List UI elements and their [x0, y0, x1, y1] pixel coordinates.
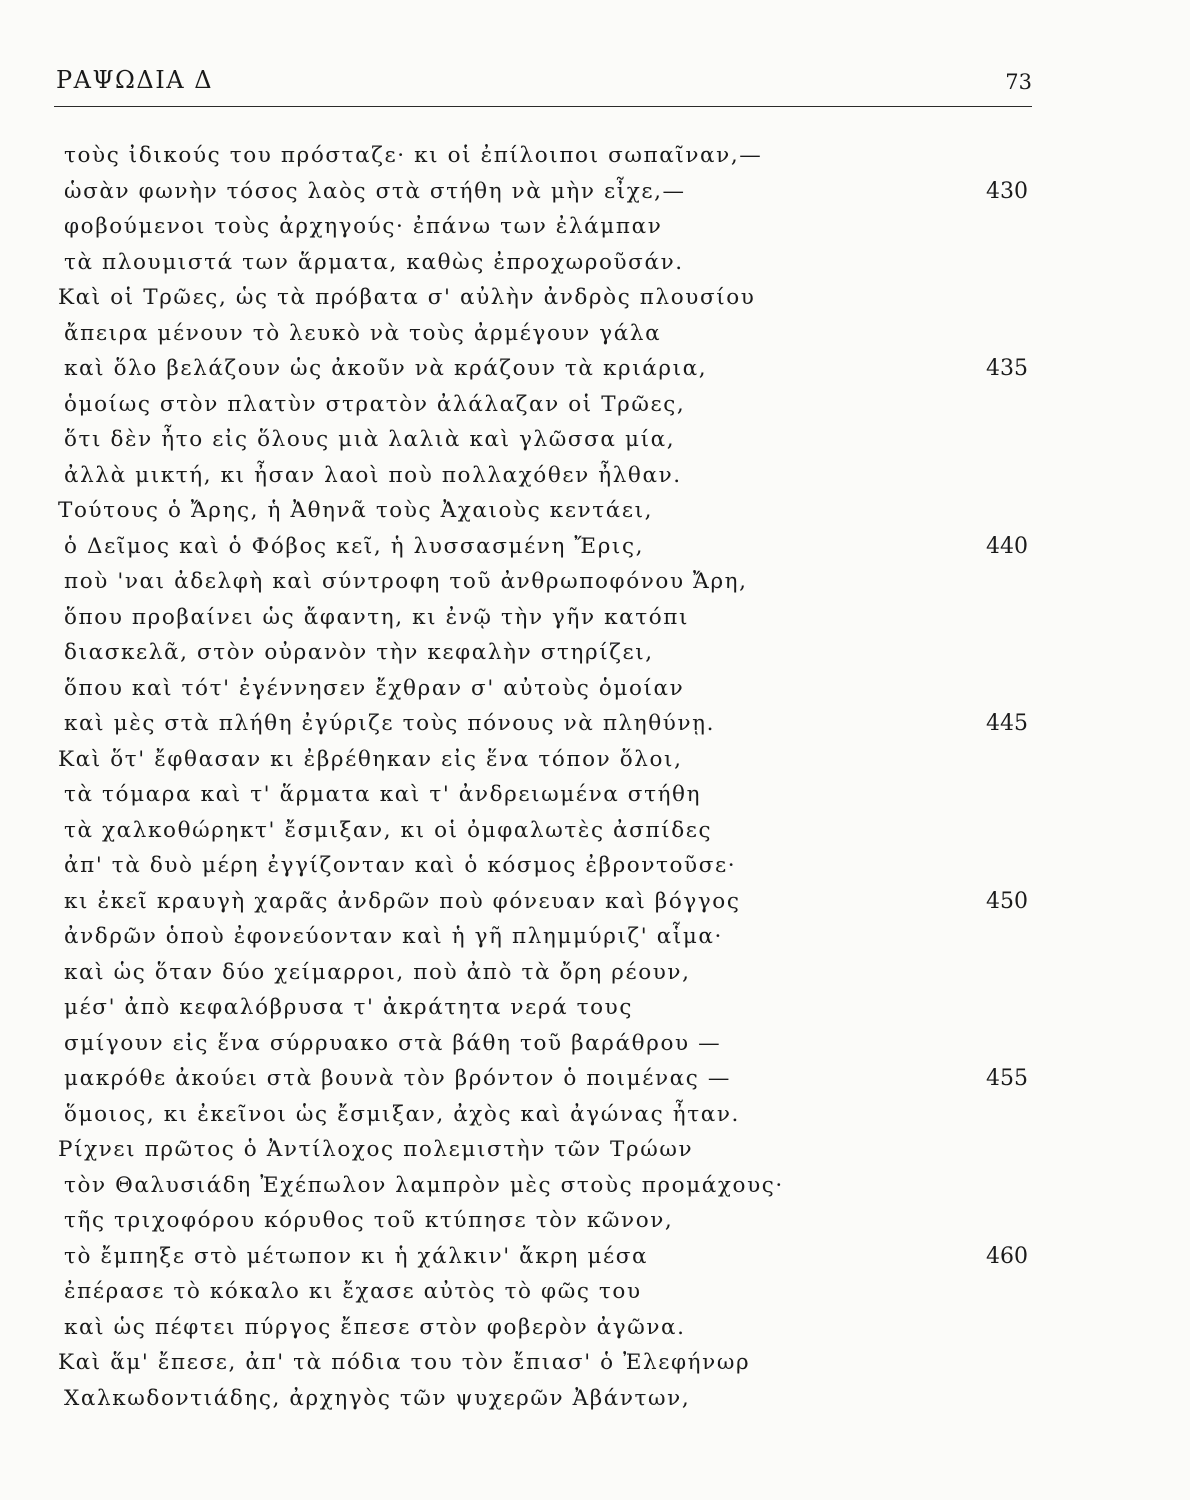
line-number: 450: [986, 888, 1028, 914]
verse-text: Καὶ οἱ Τρῶες, ὡς τὰ πρόβατα σ' αὐλὴν ἀνδρὸς πλουσίου: [58, 285, 756, 310]
verse-text: καὶ ὡς πέφτει πύργος ἔπεσε στὸν φοβερὸν ἀγῶνα.: [64, 1314, 686, 1340]
verse-line: [0, 1310, 1190, 1346]
verse-text: ἄπειρα μένουν τὸ λευκὸ νὰ τοὺς ἀρμέγουν γάλα: [64, 320, 662, 346]
verse-text: τὸν Θαλυσιάδη Ἐχέπωλον λαμπρὸν μὲς στοὺς προμάχους·: [64, 1172, 784, 1198]
running-head: ΡΑΨΩΔΙΑ Δ: [56, 66, 214, 94]
verse-line: [0, 848, 1190, 884]
verse-block: [0, 138, 1190, 1416]
verse-line: [0, 387, 1190, 423]
verse-line: [0, 316, 1190, 352]
verse-text: μακρόθε ἀκούει στὰ βουνὰ τὸν βρόντον ὁ ποιμένας —: [64, 1066, 731, 1091]
verse-text: φοβούμενοι τοὺς ἀρχηγούς· ἐπάνω των ἐλάμπαν: [64, 214, 663, 239]
line-number: 440: [986, 533, 1028, 559]
verse-line: [0, 245, 1190, 281]
verse-text: Καὶ ὅτ' ἔφθασαν κι ἐβρέθηκαν εἰς ἕνα τόπον ὅλοι,: [58, 746, 683, 772]
verse-text: καὶ μὲς στὰ πλήθη ἐγύριζε τοὺς πόνους νὰ πληθύνῃ.: [64, 711, 716, 736]
verse-text: ἐπέρασε τὸ κόκαλο κι ἔχασε αὐτὸς τὸ φῶς του: [64, 1279, 642, 1304]
header-rule: [54, 106, 1032, 107]
verse-line: [0, 1168, 1190, 1204]
line-number: 435: [986, 356, 1028, 381]
verse-line: [0, 351, 1190, 387]
verse-line: [0, 1026, 1190, 1062]
verse-line: [0, 1061, 1190, 1097]
verse-text: ἀλλὰ μικτή, κι ἦσαν λαοὶ ποὺ πολλαχόθεν ἦλθαν.: [64, 462, 682, 488]
verse-line: [0, 635, 1190, 671]
verse-text: Ρίχνει πρῶτος ὁ Ἀντίλοχος πολεμιστὴν τῶν Τρώων: [58, 1137, 694, 1162]
verse-text: ἀνδρῶν ὁποὺ ἐφονεύονταν καὶ ἡ γῆ πλημμύριζ' αἷμα·: [64, 924, 723, 949]
verse-line: [0, 493, 1190, 529]
verse-line: [0, 742, 1190, 778]
verse-text: τὰ χαλκοθώρηκτ' ἔσμιξαν, κι οἱ ὀμφαλωτὲς ἀσπίδες: [64, 817, 713, 843]
verse-line: [0, 1345, 1190, 1381]
verse-text: τὸ ἔμπηξε στὸ μέτωπον κι ἡ χάλκιν' ἄκρη μέσα: [64, 1243, 649, 1269]
verse-text: καὶ ὅλο βελάζουν ὡς ἀκοῦν νὰ κράζουν τὰ κριάρια,: [64, 356, 708, 381]
verse-line: [0, 600, 1190, 636]
verse-text: Τούτους ὁ Ἄρης, ἡ Ἀθηνᾶ τοὺς Ἀχαιοὺς κεντάει,: [58, 498, 654, 523]
verse-line: [0, 209, 1190, 245]
verse-text: ὁ Δεῖμος καὶ ὁ Φόβος κεῖ, ἡ λυσσασμένη Ἔρις,: [64, 533, 645, 559]
verse-text: διασκελᾶ, στὸν οὐρανὸν τὴν κεφαλὴν στηρίζει,: [64, 640, 654, 665]
page-number: 73: [1005, 70, 1032, 94]
verse-text: τὰ πλουμιστά των ἅρματα, καθὼς ἐπροχωροῦσάν.: [64, 249, 684, 275]
verse-text: ὡσὰν φωνὴν τόσος λαὸς στὰ στήθη νὰ μὴν εἶχε,—: [64, 178, 686, 204]
verse-line: [0, 1381, 1190, 1417]
verse-text: ὅπου καὶ τότ' ἐγέννησεν ἔχθραν σ' αὐτοὺς ὁμοίαν: [64, 675, 685, 701]
line-number: 430: [986, 178, 1028, 204]
verse-line: [0, 955, 1190, 991]
verse-line: [0, 1132, 1190, 1168]
verse-text: ὅτι δὲν ἦτο εἰς ὅλους μιὰ λαλιὰ καὶ γλῶσσα μία,: [64, 427, 676, 452]
verse-line: [0, 1097, 1190, 1133]
verse-text: Χαλκωδοντιάδης, ἀρχηγὸς τῶν ψυχερῶν Ἀβάντων,: [64, 1385, 691, 1411]
verse-text: τῆς τριχοφόρου κόρυθος τοῦ κτύπησε τὸν κῶνον,: [64, 1208, 674, 1233]
verse-line: [0, 919, 1190, 955]
verse-text: κι ἐκεῖ κραυγὴ χαρᾶς ἀνδρῶν ποὺ φόνευαν καὶ βόγγος: [64, 888, 741, 914]
verse-line: [0, 884, 1190, 920]
verse-line: [0, 529, 1190, 565]
verse-line: [0, 174, 1190, 210]
verse-text: σμίγουν εἰς ἕνα σύρρυακο στὰ βάθη τοῦ βαράθρου —: [64, 1030, 722, 1056]
verse-line: [0, 706, 1190, 742]
verse-text: ὅπου προβαίνει ὡς ἄφαντη, κι ἐνῷ τὴν γῆν κατόπι: [64, 604, 690, 630]
verse-text: μέσ' ἀπὸ κεφαλόβρυσα τ' ἀκράτητα νερά τους: [64, 995, 633, 1020]
verse-text: ποὺ 'ναι ἀδελφὴ καὶ σύντροφη τοῦ ἀνθρωποφόνου Ἄρη,: [64, 569, 748, 594]
verse-line: [0, 777, 1190, 813]
verse-line: [0, 990, 1190, 1026]
verse-text: ἀπ' τὰ δυὸ μέρη ἐγγίζονταν καὶ ὁ κόσμος ἐβροντοῦσε·: [64, 853, 737, 878]
verse-text: τοὺς ἰδικούς του πρόσταζε· κι οἱ ἐπίλοιποι σωπαῖναν,—: [64, 143, 763, 168]
verse-line: [0, 1203, 1190, 1239]
verse-text: καὶ ὡς ὅταν δύο χείμαρροι, ποὺ ἀπὸ τὰ ὄρη ρέουν,: [64, 959, 691, 985]
verse-line: [0, 138, 1190, 174]
verse-line: [0, 458, 1190, 494]
verse-line: [0, 1274, 1190, 1310]
verse-line: [0, 813, 1190, 849]
verse-line: [0, 671, 1190, 707]
verse-text: ὅμοιος, κι ἐκεῖνοι ὡς ἔσμιξαν, ἀχὸς καὶ ἀγώνας ἦταν.: [64, 1101, 740, 1127]
verse-line: [0, 280, 1190, 316]
verse-line: [0, 422, 1190, 458]
verse-text: ὁμοίως στὸν πλατὺν στρατὸν ἀλάλαζαν οἱ Τρῶες,: [64, 391, 686, 417]
line-number: 445: [986, 711, 1028, 736]
verse-line: [0, 1239, 1190, 1275]
verse-text: Καὶ ἅμ' ἔπεσε, ἀπ' τὰ πόδια του τὸν ἔπιασ' ὁ Ἐλεφήνωρ: [58, 1350, 751, 1375]
verse-line: [0, 564, 1190, 600]
line-number: 455: [986, 1066, 1028, 1091]
line-number: 460: [986, 1243, 1028, 1269]
verse-text: τὰ τόμαρα καὶ τ' ἅρματα καὶ τ' ἀνδρειωμένα στήθη: [64, 782, 702, 807]
